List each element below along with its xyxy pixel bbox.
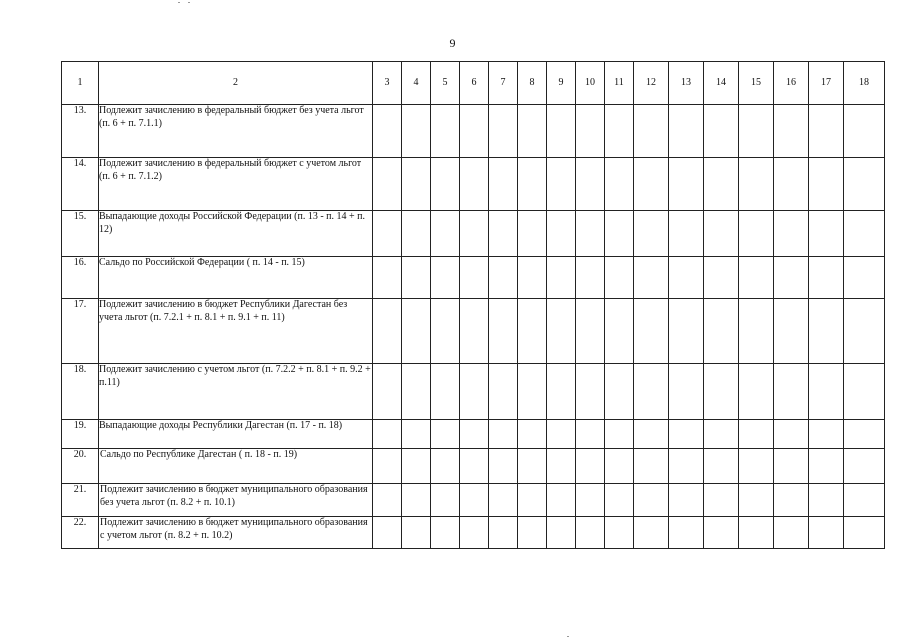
value-cell <box>844 105 885 158</box>
value-cell <box>704 364 739 420</box>
value-cell <box>460 158 489 211</box>
row-description: Сальдо по Российской Федерации ( п. 14 - п. 15) <box>99 257 373 299</box>
value-cell <box>844 484 885 517</box>
value-cell <box>809 211 844 257</box>
value-cell <box>518 299 547 364</box>
column-header: 3 <box>373 62 402 105</box>
value-cell <box>431 420 460 449</box>
column-header: 10 <box>576 62 605 105</box>
value-cell <box>704 517 739 549</box>
value-cell <box>547 517 576 549</box>
row-number: 20. <box>62 449 99 484</box>
row-description: Выпадающие доходы Российской Федерации (п. 13 - п. 14 + п. 12) <box>99 211 373 257</box>
column-header: 7 <box>489 62 518 105</box>
value-cell <box>576 517 605 549</box>
value-cell <box>489 211 518 257</box>
column-header: 8 <box>518 62 547 105</box>
value-cell <box>373 517 402 549</box>
value-cell <box>809 105 844 158</box>
scan-speck <box>188 2 190 3</box>
value-cell <box>844 158 885 211</box>
value-cell <box>809 158 844 211</box>
value-cell <box>576 158 605 211</box>
value-cell <box>576 449 605 484</box>
value-cell <box>774 105 809 158</box>
value-cell <box>402 211 431 257</box>
page-number: 9 <box>449 36 456 50</box>
value-cell <box>518 364 547 420</box>
row-number: 14. <box>62 158 99 211</box>
value-cell <box>431 211 460 257</box>
value-cell <box>704 158 739 211</box>
scan-speck <box>567 636 569 637</box>
value-cell <box>373 299 402 364</box>
table-row <box>62 211 885 257</box>
value-cell <box>634 105 669 158</box>
value-cell <box>576 105 605 158</box>
value-cell <box>634 420 669 449</box>
value-cell <box>704 420 739 449</box>
value-cell <box>704 299 739 364</box>
table-row <box>62 105 885 158</box>
row-number: 21. <box>62 484 99 517</box>
value-cell <box>634 299 669 364</box>
row-number: 16. <box>62 257 99 299</box>
value-cell <box>547 257 576 299</box>
row-description: Выпадающие доходы Республики Дагестан (п. 17 - п. 18) <box>99 420 373 449</box>
value-cell <box>844 211 885 257</box>
value-cell <box>774 484 809 517</box>
value-cell <box>402 158 431 211</box>
value-cell <box>605 484 634 517</box>
column-header: 2 <box>99 62 373 105</box>
value-cell <box>431 517 460 549</box>
value-cell <box>460 105 489 158</box>
header-row <box>62 62 885 105</box>
value-cell <box>669 105 704 158</box>
value-cell <box>634 158 669 211</box>
value-cell <box>809 257 844 299</box>
column-header: 1 <box>62 62 99 105</box>
column-header: 5 <box>431 62 460 105</box>
row-description: Подлежит зачислению в бюджет муниципального образования без учета льгот (п. 8.2 + п. 10.1) <box>99 484 373 517</box>
value-cell <box>518 420 547 449</box>
value-cell <box>576 420 605 449</box>
value-cell <box>431 257 460 299</box>
value-cell <box>518 211 547 257</box>
value-cell <box>547 420 576 449</box>
value-cell <box>402 105 431 158</box>
value-cell <box>774 449 809 484</box>
value-cell <box>844 257 885 299</box>
value-cell <box>373 420 402 449</box>
column-header: 14 <box>704 62 739 105</box>
value-cell <box>402 364 431 420</box>
value-cell <box>669 299 704 364</box>
column-header: 4 <box>402 62 431 105</box>
value-cell <box>739 211 774 257</box>
value-cell <box>460 449 489 484</box>
table-row <box>62 257 885 299</box>
table-row <box>62 420 885 449</box>
value-cell <box>373 364 402 420</box>
value-cell <box>844 299 885 364</box>
value-cell <box>605 257 634 299</box>
value-cell <box>489 364 518 420</box>
value-cell <box>547 299 576 364</box>
table-row <box>62 299 885 364</box>
column-header: 11 <box>605 62 634 105</box>
value-cell <box>844 364 885 420</box>
value-cell <box>460 420 489 449</box>
value-cell <box>809 484 844 517</box>
value-cell <box>460 299 489 364</box>
value-cell <box>704 449 739 484</box>
column-header: 9 <box>547 62 576 105</box>
value-cell <box>576 299 605 364</box>
value-cell <box>489 420 518 449</box>
value-cell <box>809 420 844 449</box>
row-description: Подлежит зачислению с учетом льгот (п. 7.2.2 + п. 8.1 + п. 9.2 + п.11) <box>99 364 373 420</box>
column-header: 18 <box>844 62 885 105</box>
value-cell <box>739 484 774 517</box>
scan-speck <box>178 2 180 3</box>
value-cell <box>460 517 489 549</box>
value-cell <box>547 105 576 158</box>
value-cell <box>576 211 605 257</box>
table-row <box>62 364 885 420</box>
value-cell <box>402 517 431 549</box>
value-cell <box>373 211 402 257</box>
value-cell <box>489 517 518 549</box>
value-cell <box>460 211 489 257</box>
column-header: 13 <box>669 62 704 105</box>
row-number: 15. <box>62 211 99 257</box>
value-cell <box>774 517 809 549</box>
value-cell <box>460 257 489 299</box>
row-description: Подлежит зачислению в бюджет Республики Дагестан без учета льгот (п. 7.2.1 + п. 8.1 + п. 9.1 + п. 11) <box>99 299 373 364</box>
value-cell <box>605 364 634 420</box>
value-cell <box>373 158 402 211</box>
value-cell <box>739 364 774 420</box>
value-cell <box>669 517 704 549</box>
value-cell <box>460 484 489 517</box>
value-cell <box>634 257 669 299</box>
value-cell <box>518 158 547 211</box>
value-cell <box>489 158 518 211</box>
table-row <box>62 484 885 517</box>
value-cell <box>373 105 402 158</box>
value-cell <box>402 420 431 449</box>
value-cell <box>774 420 809 449</box>
column-header: 16 <box>774 62 809 105</box>
value-cell <box>809 299 844 364</box>
row-number: 17. <box>62 299 99 364</box>
row-description: Сальдо по Республике Дагестан ( п. 18 - п. 19) <box>99 449 373 484</box>
row-description: Подлежит зачислению в бюджет муниципального образования с учетом льгот (п. 8.2 + п. 10.2) <box>99 517 373 549</box>
row-number: 18. <box>62 364 99 420</box>
value-cell <box>739 257 774 299</box>
value-cell <box>605 420 634 449</box>
value-cell <box>774 257 809 299</box>
value-cell <box>431 158 460 211</box>
value-cell <box>809 364 844 420</box>
value-cell <box>669 449 704 484</box>
value-cell <box>605 517 634 549</box>
value-cell <box>844 420 885 449</box>
value-cell <box>809 449 844 484</box>
value-cell <box>576 257 605 299</box>
value-cell <box>634 517 669 549</box>
value-cell <box>576 484 605 517</box>
value-cell <box>669 364 704 420</box>
row-number: 19. <box>62 420 99 449</box>
table-row <box>62 158 885 211</box>
value-cell <box>669 211 704 257</box>
value-cell <box>774 158 809 211</box>
value-cell <box>669 158 704 211</box>
value-cell <box>669 484 704 517</box>
value-cell <box>634 364 669 420</box>
value-cell <box>489 484 518 517</box>
value-cell <box>431 484 460 517</box>
row-number: 13. <box>62 105 99 158</box>
value-cell <box>402 449 431 484</box>
value-cell <box>402 257 431 299</box>
value-cell <box>634 449 669 484</box>
value-cell <box>739 420 774 449</box>
value-cell <box>809 517 844 549</box>
column-header: 12 <box>634 62 669 105</box>
value-cell <box>518 517 547 549</box>
table-row <box>62 449 885 484</box>
value-cell <box>518 449 547 484</box>
value-cell <box>402 484 431 517</box>
value-cell <box>669 420 704 449</box>
value-cell <box>518 105 547 158</box>
value-cell <box>774 299 809 364</box>
value-cell <box>373 484 402 517</box>
value-cell <box>634 211 669 257</box>
value-cell <box>704 257 739 299</box>
value-cell <box>774 364 809 420</box>
value-cell <box>373 449 402 484</box>
value-cell <box>739 105 774 158</box>
value-cell <box>739 299 774 364</box>
value-cell <box>739 158 774 211</box>
value-cell <box>547 211 576 257</box>
row-description: Подлежит зачислению в федеральный бюджет без учета льгот (п. 6 + п. 7.1.1) <box>99 105 373 158</box>
value-cell <box>460 364 489 420</box>
row-number: 22. <box>62 517 99 549</box>
value-cell <box>489 299 518 364</box>
value-cell <box>431 364 460 420</box>
value-cell <box>605 299 634 364</box>
value-cell <box>844 449 885 484</box>
value-cell <box>547 364 576 420</box>
row-description: Подлежит зачислению в федеральный бюджет с учетом льгот (п. 6 + п. 7.1.2) <box>99 158 373 211</box>
value-cell <box>576 364 605 420</box>
value-cell <box>739 517 774 549</box>
value-cell <box>605 105 634 158</box>
value-cell <box>844 517 885 549</box>
value-cell <box>431 299 460 364</box>
report-table <box>61 61 885 549</box>
value-cell <box>704 484 739 517</box>
table-row <box>62 517 885 549</box>
value-cell <box>402 299 431 364</box>
value-cell <box>518 257 547 299</box>
value-cell <box>547 158 576 211</box>
value-cell <box>431 449 460 484</box>
value-cell <box>704 105 739 158</box>
value-cell <box>547 484 576 517</box>
value-cell <box>704 211 739 257</box>
value-cell <box>739 449 774 484</box>
value-cell <box>489 257 518 299</box>
value-cell <box>518 484 547 517</box>
value-cell <box>373 257 402 299</box>
value-cell <box>605 449 634 484</box>
value-cell <box>605 211 634 257</box>
value-cell <box>547 449 576 484</box>
value-cell <box>774 211 809 257</box>
column-header: 6 <box>460 62 489 105</box>
column-header: 15 <box>739 62 774 105</box>
value-cell <box>489 449 518 484</box>
value-cell <box>669 257 704 299</box>
value-cell <box>634 484 669 517</box>
column-header: 17 <box>809 62 844 105</box>
value-cell <box>605 158 634 211</box>
value-cell <box>431 105 460 158</box>
value-cell <box>489 105 518 158</box>
